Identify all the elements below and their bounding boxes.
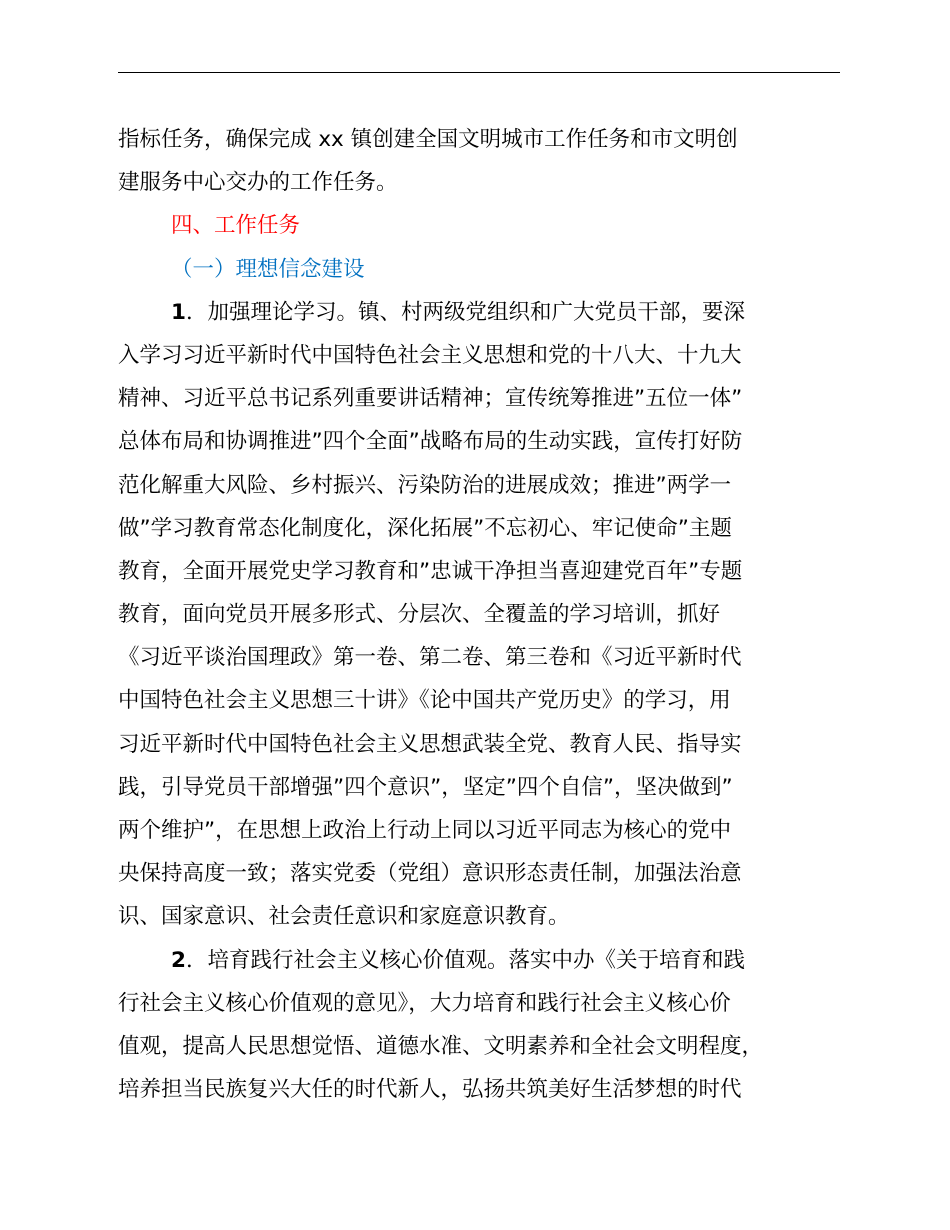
paragraph-line: 中国特色社会主义思想三十讲》《论中国共产党历史》的学习，用 bbox=[118, 688, 731, 714]
item-2-first-line bbox=[118, 939, 843, 982]
item-1-text: ．加强理论学习。镇、村两级党组织和广大党员干部，要深 bbox=[185, 299, 745, 325]
subsection-heading: （一）理想信念建设 bbox=[171, 256, 365, 282]
paragraph-line: 习近平新时代中国特色社会主义思想武装全党、教育人民、指导实 bbox=[118, 731, 742, 757]
paragraph-line: 两个维护”，在思想上政治上行动上同以习近平同志为核心的党中 bbox=[118, 818, 732, 843]
paragraph-line: 建服务中心交办的工作任务。 bbox=[118, 170, 398, 196]
paragraph-line: 精神、习近平总书记系列重要讲话精神；宣传统筹推进”五位一体” bbox=[118, 386, 743, 412]
paragraph-line: 识、国家意识、社会责任意识和家庭意识教育。 bbox=[118, 904, 570, 930]
paragraph-line: 范化解重大风险、乡村振兴、污染防治的进展成效；推进”两学一 bbox=[118, 472, 732, 498]
paragraph-line: 教育，全面开展党史学习教育和”忠诚干净担当喜迎建党百年”专题 bbox=[118, 558, 743, 584]
paragraph-line: 践，引导党员干部增强”四个意识”，坚定”四个自信”，坚决做到” bbox=[118, 774, 733, 800]
paragraph-line: 值观，提高人民思想觉悟、道德水准、文明素养和全社会文明程度， bbox=[118, 1033, 764, 1059]
paragraph-line: 做”学习教育常态化制度化，深化拓展”不忘初心、牢记使命”主题 bbox=[118, 515, 732, 541]
item-2-number: 2 bbox=[171, 947, 186, 973]
header-rule bbox=[118, 72, 840, 73]
item-1-number: 1 bbox=[171, 299, 186, 325]
item-2-text: ．培育践行社会主义核心价值观。落实中办《关于培育和践 bbox=[185, 947, 745, 973]
paragraph-line: 《习近平谈治国理政》第一卷、第二卷、第三卷和《习近平新时代 bbox=[118, 645, 742, 671]
document-body bbox=[118, 118, 843, 1111]
paragraph-line: 培养担当民族复兴大任的时代新人，弘扬共筑美好生活梦想的时代 bbox=[118, 1077, 742, 1103]
paragraph-line: 入学习习近平新时代中国特色社会主义思想和党的十八大、十九大 bbox=[118, 342, 742, 368]
paragraph-line: 行社会主义核心价值观的意见》，大力培育和践行社会主义核心价 bbox=[118, 990, 731, 1016]
item-1-first-line bbox=[118, 291, 843, 334]
paragraph-line: 指标任务，确保完成 xx 镇创建全国文明城市工作任务和市文明创 bbox=[118, 127, 738, 152]
paragraph-line: 总体布局和协调推进”四个全面”战略布局的生动实践，宣传打好防 bbox=[118, 429, 743, 455]
paragraph-line: 央保持高度一致；落实党委（党组）意识形态责任制，加强法治意 bbox=[118, 861, 742, 887]
section-heading: 四、工作任务 bbox=[171, 213, 301, 239]
paragraph-line: 教育，面向党员开展多形式、分层次、全覆盖的学习培训，抓好 bbox=[118, 602, 721, 628]
